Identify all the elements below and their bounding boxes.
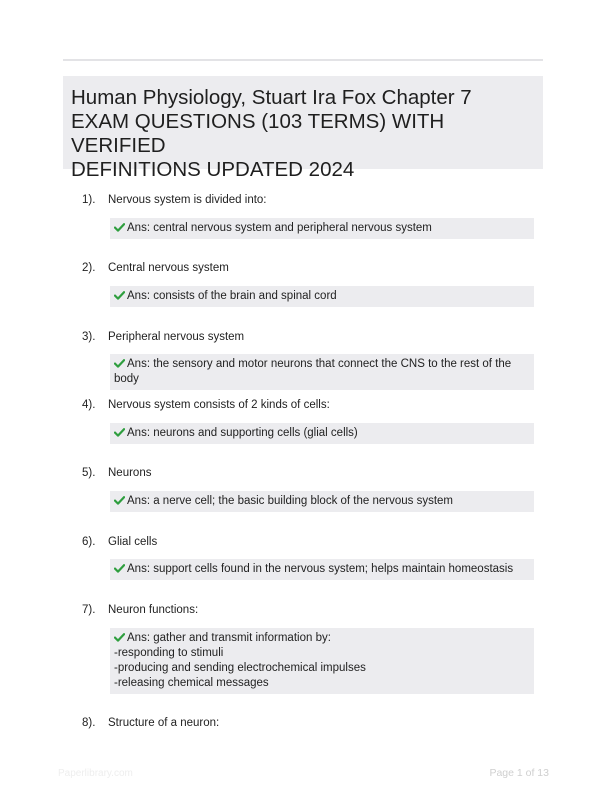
answer-text: Ans: support cells found in the nervous system; helps maintain homeostasis [127,563,514,575]
question-text: Structure of a neuron: [108,717,220,729]
answer-text: Ans: consists of the brain and spinal cord [127,290,337,302]
answer-line: -releasing chemical messages [114,677,269,689]
document-title: Human Physiology, Stuart Ira Fox Chapter 7 EXAM QUESTIONS (103 TERMS) WITH VERIFIED DEFINITIONS UPDATED 2024 [71,86,472,181]
footer-watermark: Paperlibrary.com [58,768,133,779]
answer-box [110,354,534,390]
page-indicator: Page 1 of 13 [489,767,549,779]
question-number: 4). [82,399,96,411]
answer-box [110,491,534,512]
answer-box [110,559,534,580]
question-text: Nervous system consists of 2 kinds of cells: [108,399,330,411]
check-icon [114,564,125,573]
check-icon [114,428,125,437]
answer-box [110,423,534,444]
question-number: 1). [82,194,96,206]
answer-text: Ans: gather and transmit information by: [127,632,331,644]
answer-text: Ans: neurons and supporting cells (glial cells) [127,427,358,439]
question-text: Neuron functions: [108,604,199,616]
top-divider [63,59,543,61]
answer-text: Ans: the sensory and motor neurons that connect the CNS to the rest of the body [114,358,512,385]
question-number: 5). [82,467,96,479]
answer-box [110,628,534,694]
answer-box [110,218,534,239]
check-icon [114,223,125,232]
answer-box [110,286,534,307]
question-number: 8). [82,717,96,729]
check-icon [114,633,125,642]
answer-text: Ans: a nerve cell; the basic building block of the nervous system [127,495,454,507]
question-number: 2). [82,262,96,274]
title-banner [63,76,543,181]
answer-line [114,631,528,646]
question-text: Central nervous system [108,262,229,274]
question-text: Neurons [108,467,152,479]
question-text: Glial cells [108,536,158,548]
answer-line: -producing and sending electrochemical impulses [114,662,366,674]
check-icon [114,496,125,505]
question-number: 3). [82,331,96,343]
answer-text: Ans: central nervous system and peripheral nervous system [127,222,432,234]
check-icon [114,291,125,300]
question-text: Peripheral nervous system [108,331,245,343]
question-number: 6). [82,536,96,548]
question-text: Nervous system is divided into: [108,194,267,206]
answer-line: -responding to stimuli [114,647,224,659]
check-icon [114,359,125,368]
question-number: 7). [82,604,96,616]
